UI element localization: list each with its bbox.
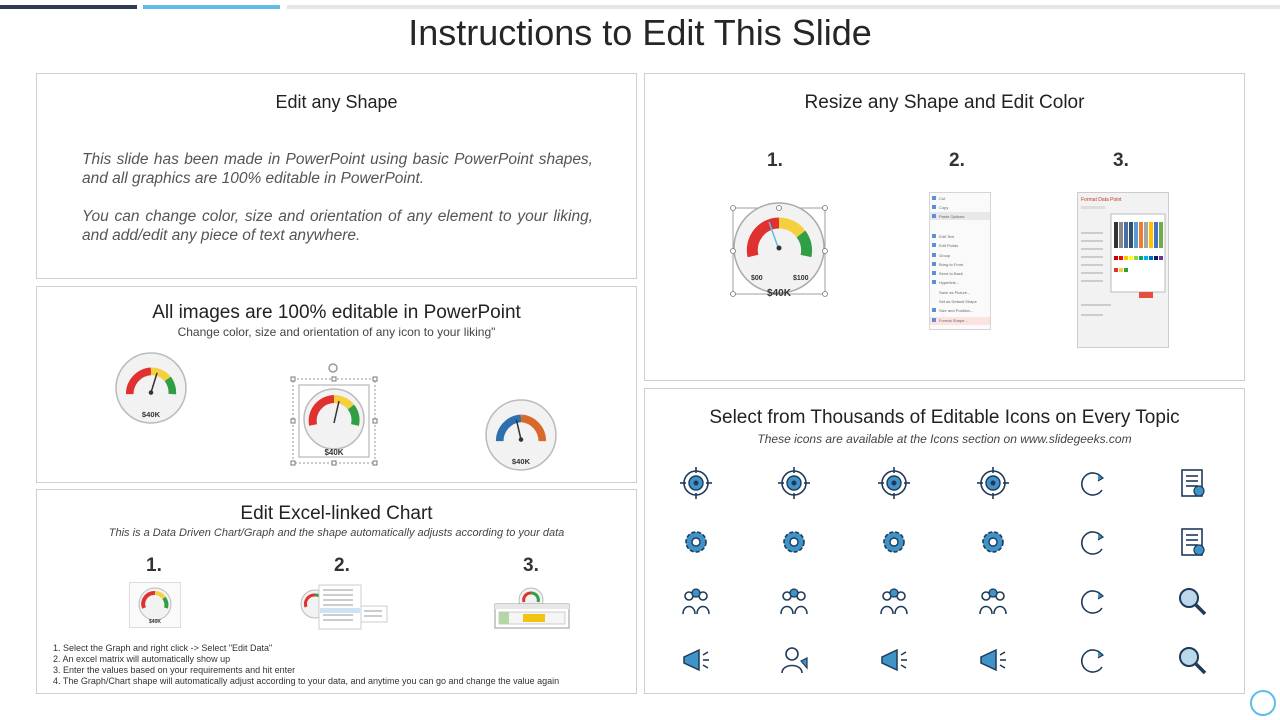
gauge-image-blue-orange — [483, 397, 559, 473]
svg-text:Group: Group — [939, 253, 951, 258]
excel-step-number-2: 2. — [334, 555, 350, 576]
excel-step-4: 4. The Graph/Chart shape will automatically adjust according to your data, and anytime you can go and change the value again — [53, 676, 560, 686]
gauge-max-label: $100 — [793, 275, 809, 282]
excel-step-number-1: 1. — [146, 555, 162, 576]
images-editable-panel — [36, 286, 637, 483]
svg-text:$40K: $40K — [149, 619, 161, 625]
resize-color-panel — [644, 73, 1245, 381]
excel-steps-list — [53, 643, 559, 687]
svg-text:Edit Points: Edit Points — [939, 243, 959, 248]
corner-decor-circle — [1250, 690, 1276, 716]
megaphone-announce-icon — [679, 643, 713, 677]
resize-step-number-3: 3. — [1113, 150, 1129, 171]
svg-text:Bring to Front: Bring to Front — [939, 262, 964, 267]
edit-shape-heading: Edit any Shape — [275, 92, 398, 112]
svg-text:$40K: $40K — [324, 448, 344, 457]
user-speaker-icon — [777, 643, 811, 677]
svg-text:Copy: Copy — [939, 205, 949, 210]
images-editable-heading: All images are 100% editable in PowerPoint — [152, 302, 521, 323]
images-editable-subheading: Change color, size and orientation of any icon to your liking" — [177, 325, 496, 339]
svg-text:Cut: Cut — [939, 196, 946, 201]
gear-outline-icon — [777, 525, 811, 559]
checklist-document-icon — [1175, 466, 1209, 500]
format-pane-image — [1077, 192, 1169, 348]
business-team-icon — [877, 584, 911, 618]
resize-gauge-image[interactable] — [727, 198, 831, 302]
edit-shape-paragraph-2: You can change color, size and orientation of any element to your liking, and add/edit any piece of text anywhere. — [82, 208, 593, 244]
business-chart-presenter-icon — [777, 584, 811, 618]
excel-step-1: 1. Select the Graph and right click -> Select "Edit Data" — [53, 643, 273, 653]
excel-chart-panel — [36, 489, 637, 694]
svg-text:$40K: $40K — [141, 409, 161, 419]
gear-icon — [679, 525, 713, 559]
svg-text:Edit Text: Edit Text — [939, 234, 955, 239]
resize-color-heading: Resize any Shape and Edit Color — [804, 92, 1085, 113]
svg-text:Format Data Point: Format Data Point — [1081, 197, 1122, 203]
gauge-value-label: $40K — [767, 288, 791, 299]
svg-text:Size and Position...: Size and Position... — [939, 308, 974, 313]
accent-bar-blue — [143, 5, 280, 9]
gears-pair-icon — [976, 525, 1010, 559]
svg-text:Set as Default Shape: Set as Default Shape — [939, 299, 977, 304]
refresh-arc-icon — [1075, 466, 1109, 500]
slide-title: Instructions to Edit This Slide — [408, 12, 872, 53]
excel-chart-heading: Edit Excel-linked Chart — [240, 503, 433, 524]
svg-text:Hyperlink...: Hyperlink... — [939, 280, 960, 285]
accent-bar-grey — [287, 5, 1280, 9]
magnifier-check-icon — [1175, 643, 1209, 677]
resize-context-menu-image — [929, 192, 991, 330]
excel-chart-subheading: This is a Data Driven Chart/Graph and the shape automatically adjusts according to your data — [108, 527, 565, 539]
rotate-arrow-icon — [1075, 525, 1109, 559]
excel-thumbnail-gauge — [129, 582, 181, 628]
resize-step-number-2: 2. — [949, 150, 965, 171]
edit-shape-panel — [36, 73, 637, 279]
svg-text:$40K: $40K — [511, 456, 531, 466]
sync-cycle-icon — [1075, 584, 1109, 618]
resize-step-number-1: 1. — [767, 150, 783, 171]
team-presentation-icon — [679, 584, 713, 618]
gear-settings-icon — [877, 525, 911, 559]
svg-text:Paste Options:: Paste Options: — [939, 214, 966, 219]
archery-target-icon — [877, 466, 911, 500]
team-group-icon — [976, 584, 1010, 618]
excel-step-3: 3. Enter the values based on your requirements and hit enter — [53, 665, 296, 675]
icons-panel-heading: Select from Thousands of Editable Icons on Every Topic — [709, 407, 1180, 428]
dart-target-icon — [777, 466, 811, 500]
gauge-min-label: $00 — [751, 275, 763, 282]
checklist-approve-icon — [1175, 525, 1209, 559]
excel-thumbnail-context-menu — [299, 582, 391, 632]
magnifier-search-icon — [1175, 584, 1209, 618]
gauge-image-green-red — [113, 350, 189, 426]
excel-step-number-3: 3. — [523, 555, 539, 576]
circular-process-icon — [1075, 643, 1109, 677]
svg-text:Save as Picture...: Save as Picture... — [939, 290, 971, 295]
svg-text:Send to Back: Send to Back — [939, 271, 963, 276]
accent-bar-navy — [0, 5, 137, 9]
edit-shape-paragraph-1: This slide has been made in PowerPoint using basic PowerPoint shapes, and all graphics are 100% editable in PowerPoint. — [82, 151, 593, 187]
svg-text:Format Shape...: Format Shape... — [939, 318, 968, 323]
excel-step-2: 2. An excel matrix will automatically show up — [53, 654, 231, 664]
excel-thumbnail-spreadsheet — [493, 584, 571, 630]
scope-target-icon — [976, 466, 1010, 500]
discount-megaphone-icon — [976, 643, 1010, 677]
icons-panel-subheading: These icons are available at the Icons section on www.slidegeeks.com — [757, 432, 1132, 446]
crosshair-target-icon — [679, 466, 713, 500]
loudspeaker-icon — [877, 643, 911, 677]
gauge-image-selected[interactable] — [289, 361, 379, 469]
icons-panel — [644, 388, 1245, 694]
